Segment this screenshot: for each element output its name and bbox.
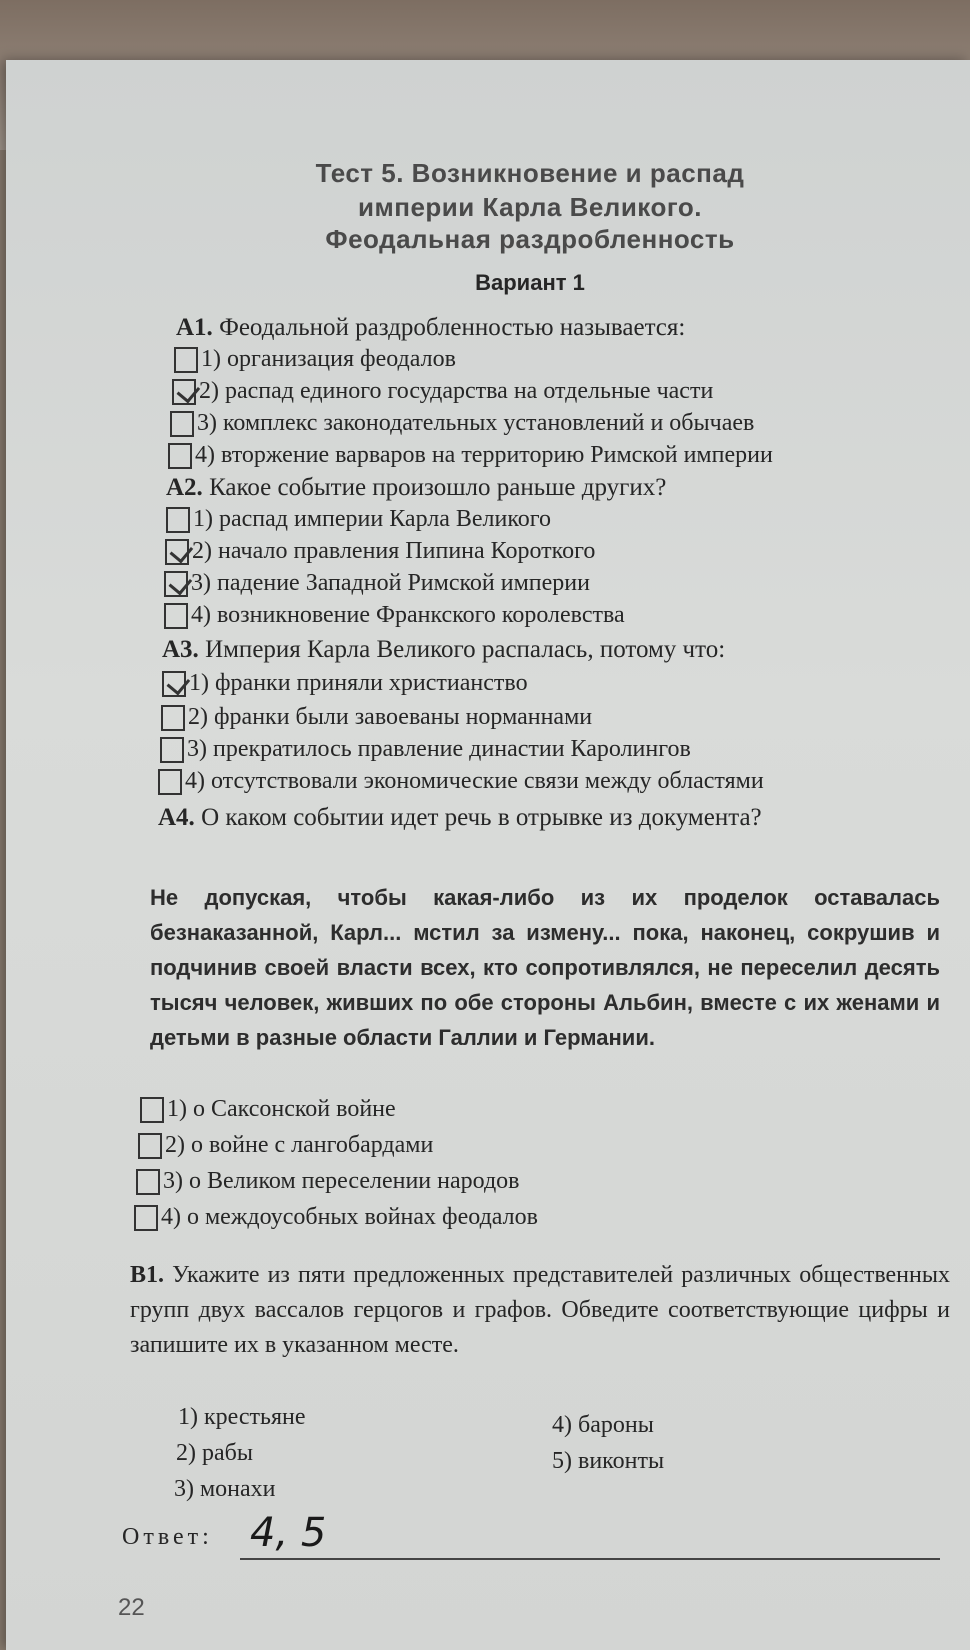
option-label: 4) отсутствовали экономические связи между областями	[185, 768, 764, 794]
question-text: Империя Карла Великого распалась, потому что:	[205, 636, 726, 663]
answer-label: Ответ:	[122, 1524, 213, 1550]
document-excerpt: Не допуская, чтобы какая-либо из их проделок оставалась безнаказанной, Карл... мстил за измену... пока, наконец, сокрушив и подчинив своей власти всех, кто сопротивлялся, не переселил десять тысяч человек, живших по обе стороны Альбин, вместе с их женами и детьми в разные области Галлии и Германии.	[150, 885, 940, 1050]
choice-2[interactable]: 2) рабы	[176, 1440, 253, 1466]
page-number: 22	[118, 1594, 145, 1621]
question-text: Укажите из пяти предложенных представителей различных общественных групп двух вассалов герцогов и графов. Обведите соответствующие цифры и запишите их в указанном месте.	[130, 1262, 950, 1358]
choice-1[interactable]: 1) крестьяне	[178, 1404, 306, 1430]
option-label: 3) о Великом переселении народов	[163, 1168, 520, 1194]
option-label: 1) франки приняли христианство	[189, 670, 528, 696]
option-label: 4) о междоусобных войнах феодалов	[161, 1204, 538, 1230]
test-title-line-2: империи Карла Великого.	[358, 192, 702, 222]
question-number: А3.	[162, 636, 199, 663]
option-label: 4) вторжение варваров на территорию Римской империи	[195, 442, 773, 468]
test-title-line-1: Тест 5. Возникновение и распад	[315, 158, 745, 188]
checkbox[interactable]	[160, 737, 184, 763]
checkbox[interactable]	[174, 347, 198, 373]
checkbox[interactable]	[168, 443, 192, 469]
checkbox[interactable]	[136, 1169, 160, 1195]
checkbox[interactable]	[170, 411, 194, 437]
option-a2-4[interactable]	[164, 602, 625, 629]
choice-5[interactable]: 5) виконты	[552, 1448, 665, 1474]
answer-line[interactable]	[240, 1558, 940, 1560]
option-label: 2) распад единого государства на отдельные части	[199, 378, 714, 404]
checked-checkbox[interactable]	[165, 539, 189, 565]
option-label: 2) начало правления Пипина Короткого	[192, 538, 596, 564]
question-number: А4.	[158, 804, 195, 831]
question-a3	[162, 636, 725, 664]
option-label: 2) франки были завоеваны норманнами	[188, 704, 593, 730]
checkbox[interactable]	[164, 603, 188, 629]
variant-heading: Вариант 1	[475, 270, 585, 295]
question-a4	[158, 804, 762, 832]
checked-checkbox[interactable]	[162, 671, 186, 697]
option-a1-2[interactable]	[172, 378, 713, 405]
option-a2-2[interactable]	[165, 538, 595, 565]
question-number: А1.	[176, 314, 213, 341]
question-number: А2.	[166, 474, 203, 501]
option-a2-1[interactable]	[166, 506, 551, 533]
option-a3-4[interactable]	[158, 768, 764, 795]
question-a2	[166, 474, 666, 502]
checked-checkbox[interactable]	[172, 379, 196, 405]
checked-checkbox[interactable]	[164, 571, 188, 597]
test-title-line-3: Феодальная раздробленность	[325, 224, 735, 254]
option-label: 3) комплекс законодательных установлений и обычаев	[197, 410, 755, 436]
checkbox[interactable]	[138, 1133, 162, 1159]
choice-4[interactable]: 4) бароны	[552, 1412, 654, 1438]
option-label: 3) прекратилось правление династии Каролингов	[187, 736, 691, 762]
choice-3[interactable]: 3) монахи	[174, 1476, 276, 1502]
question-text: Какое событие произошло раньше других?	[209, 474, 667, 501]
option-a4-4[interactable]	[134, 1204, 538, 1231]
checkbox[interactable]	[134, 1205, 158, 1231]
option-a1-1[interactable]	[174, 346, 456, 373]
option-a4-3[interactable]	[136, 1168, 520, 1195]
checkbox[interactable]	[140, 1097, 164, 1123]
question-text: Феодальной раздробленностью называется:	[219, 314, 686, 341]
question-b1	[130, 1258, 950, 1363]
option-a4-2[interactable]	[138, 1132, 433, 1159]
option-a3-1[interactable]	[162, 670, 528, 697]
question-a1	[176, 314, 685, 342]
option-a2-3[interactable]	[164, 570, 590, 597]
checkbox[interactable]	[166, 507, 190, 533]
option-label: 3) падение Западной Римской империи	[191, 570, 590, 596]
checkbox[interactable]	[161, 705, 185, 731]
question-number: В1.	[130, 1262, 165, 1288]
option-label: 1) организация феодалов	[201, 346, 456, 372]
question-text: О каком событии идет речь в отрывке из документа?	[201, 804, 762, 831]
option-label: 2) о войне с лангобардами	[165, 1132, 434, 1158]
option-a1-3[interactable]	[170, 410, 754, 437]
option-label: 1) о Саксонской войне	[167, 1096, 396, 1122]
option-label: 1) распад империи Карла Великого	[193, 506, 552, 532]
checkbox[interactable]	[158, 769, 182, 795]
option-a1-4[interactable]	[168, 442, 773, 469]
handwritten-answer: 4, 5	[250, 1510, 327, 1556]
option-label: 4) возникновение Франкского королевства	[191, 602, 625, 628]
option-a3-3[interactable]	[160, 736, 691, 763]
option-a3-2[interactable]	[161, 704, 592, 731]
option-a4-1[interactable]	[140, 1096, 396, 1123]
